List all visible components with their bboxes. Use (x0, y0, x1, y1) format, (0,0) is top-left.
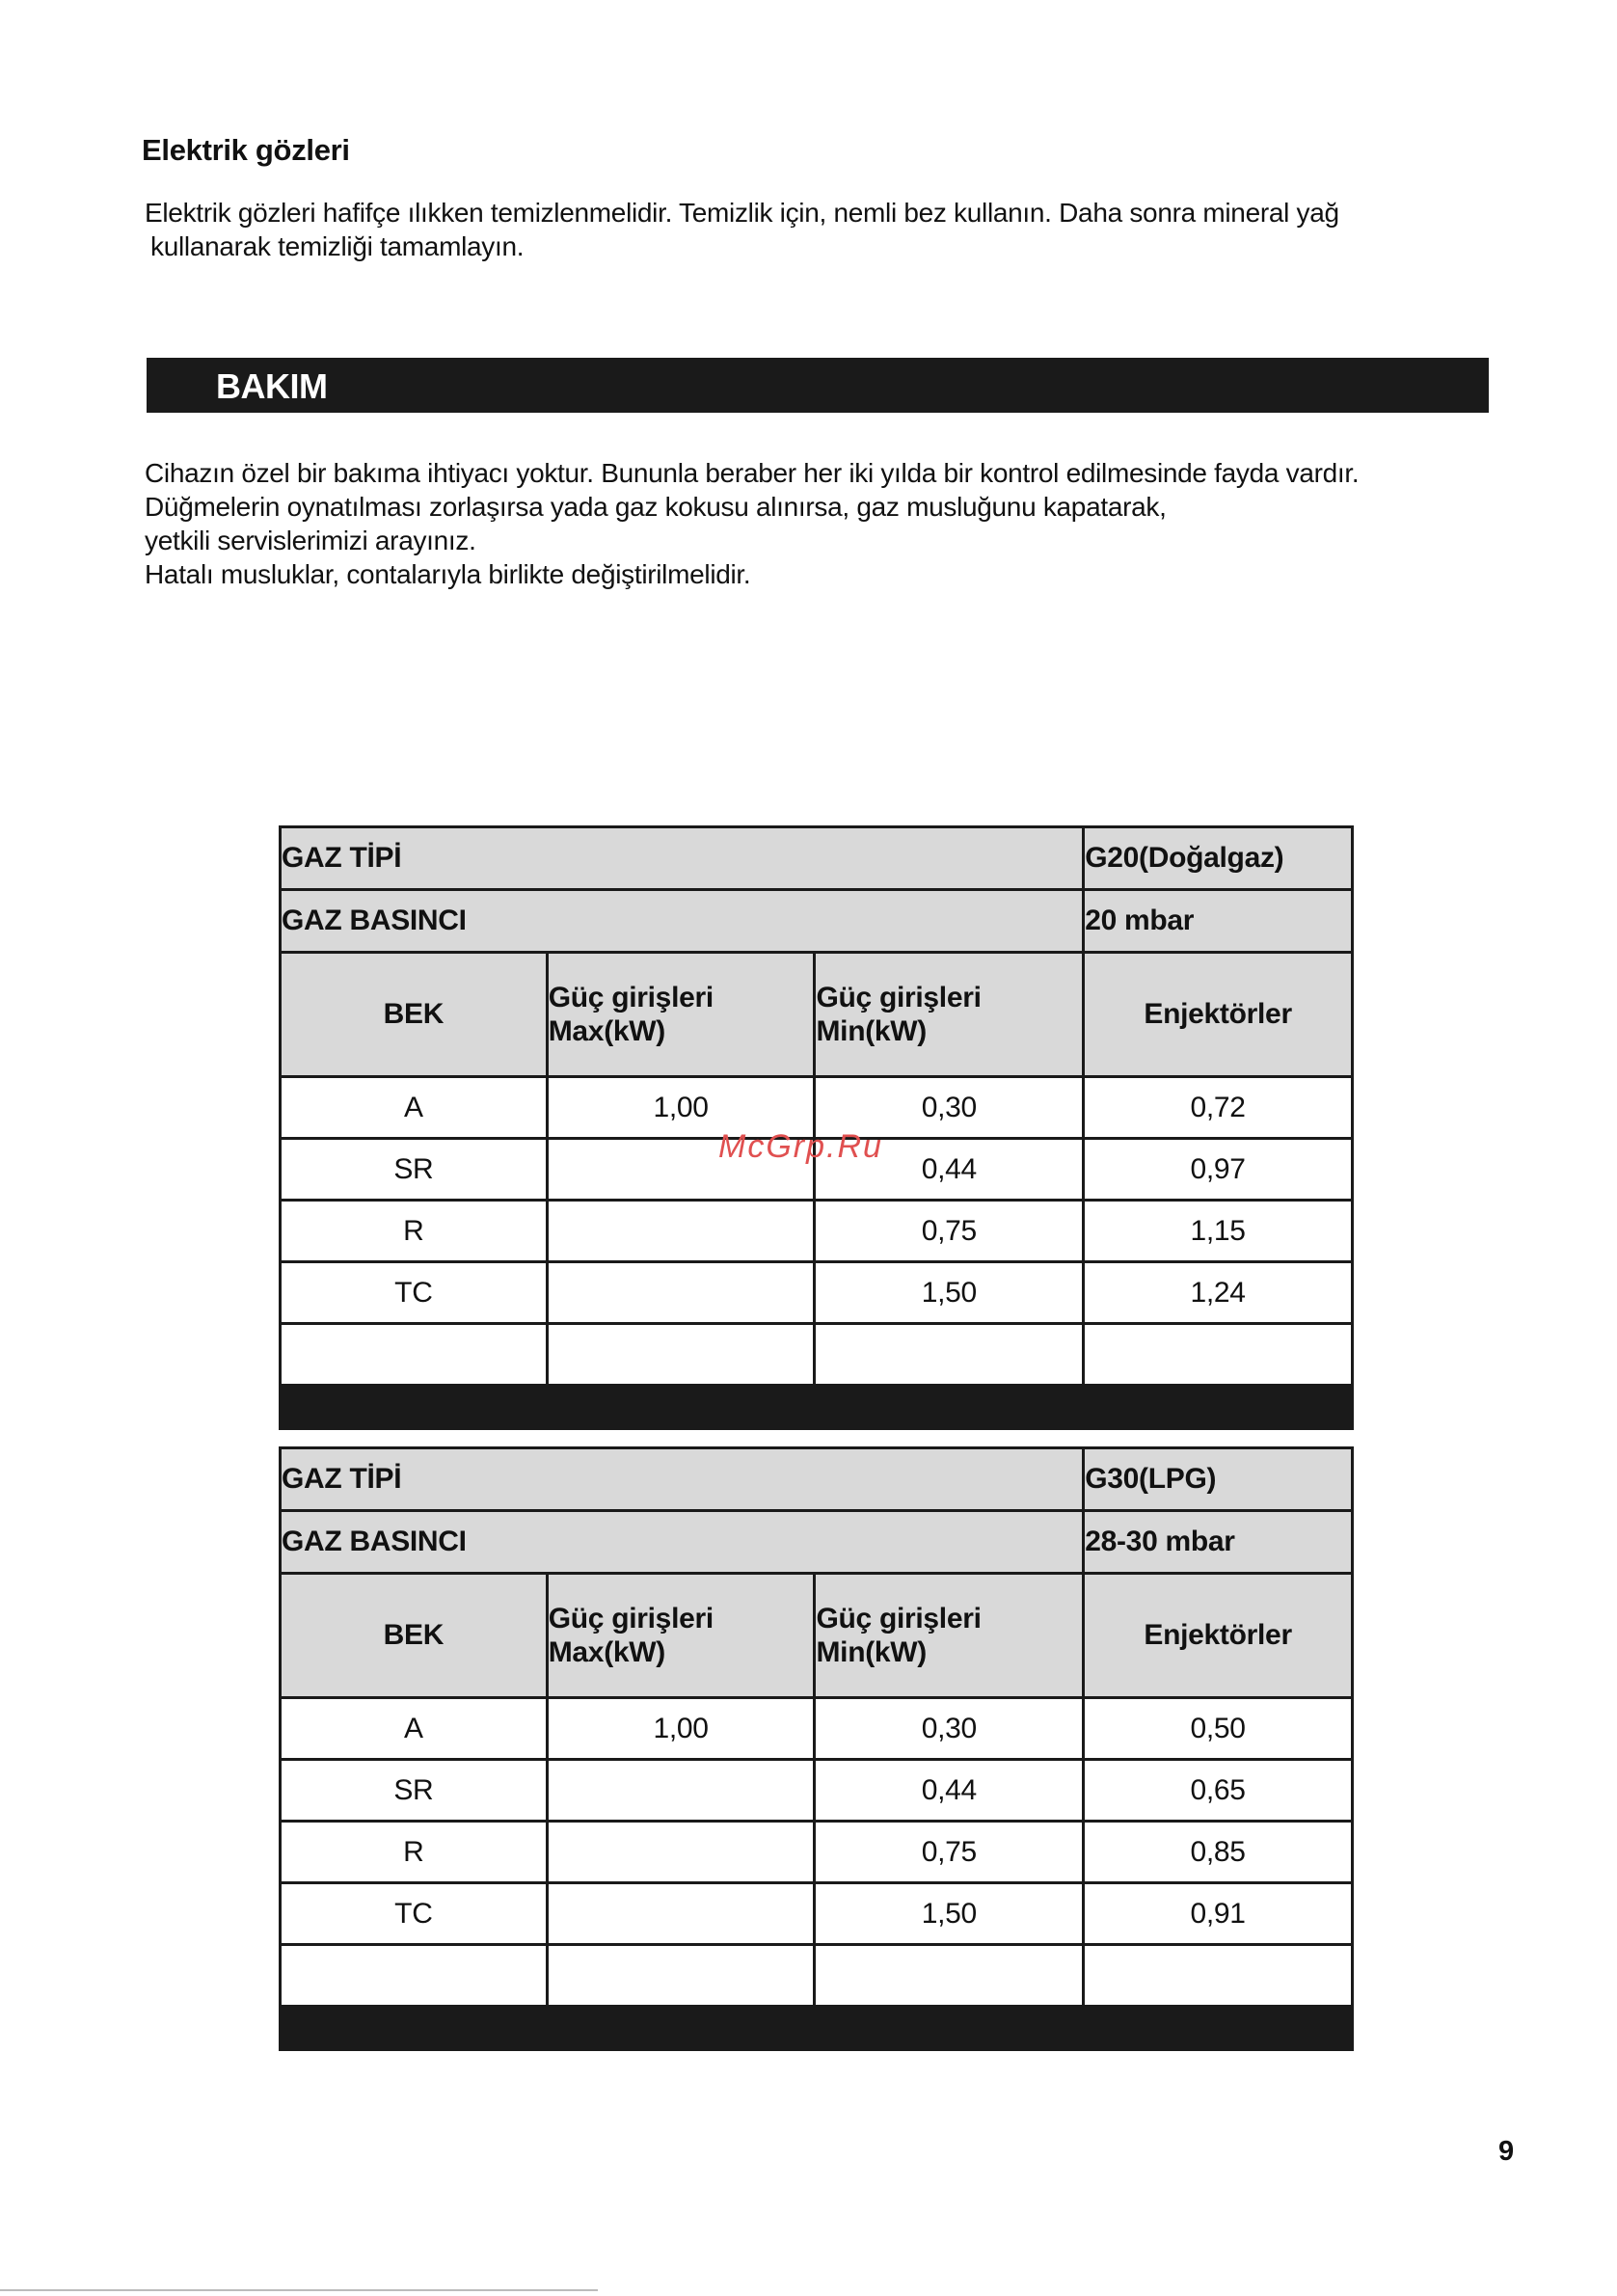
table-row (281, 1760, 1353, 1822)
page-number: 9 (1498, 2136, 1515, 2167)
maintenance-line-2: Düğmelerin oynatılması zorlaşırsa yada gaz kokusu alınırsa, gaz musluğunu kapatarak, (145, 492, 1167, 522)
header-min-line-1: Güç girişleri (816, 982, 982, 1013)
table-row (281, 1822, 1353, 1883)
cell-max (547, 1760, 815, 1822)
footer-bar-cell (281, 1386, 1353, 1429)
gas-pressure-row (281, 890, 1353, 953)
table-row (281, 1324, 1353, 1386)
gas-table-g30 (279, 1446, 1354, 2051)
cell-min: 1,50 (815, 1262, 1084, 1324)
cell-min: 0,30 (815, 1698, 1084, 1760)
maintenance-line-1: Cihazın özel bir bakıma ihtiyacı yoktur. Bununla beraber her iki yılda bir kontrol edilmesinde fayda vardır. (145, 458, 1360, 488)
cell-burner (281, 1324, 548, 1386)
cell-injector: 1,15 (1084, 1201, 1353, 1262)
cell-max (547, 1822, 815, 1883)
gas-type-value: G20(Doğalgaz) (1084, 827, 1353, 890)
cell-max: 1,00 (547, 1077, 815, 1139)
gas-pressure-value: 20 mbar (1084, 890, 1353, 953)
cell-min: 0,44 (815, 1139, 1084, 1201)
gas-type-label: GAZ TİPİ (281, 1448, 1084, 1511)
cell-burner: SR (281, 1139, 548, 1201)
cell-injector: 0,50 (1084, 1698, 1353, 1760)
gas-pressure-row (281, 1511, 1353, 1574)
watermark-text: McGrp.Ru (718, 1128, 883, 1165)
cell-max: 1,00 (547, 1698, 815, 1760)
cell-max (547, 1883, 815, 1945)
maintenance-banner (147, 358, 1489, 413)
cell-injector: 0,91 (1084, 1883, 1353, 1945)
header-min-line-1: Güç girişleri (816, 1603, 982, 1634)
maintenance-banner-title: BAKIM (216, 366, 328, 406)
cell-min (815, 1324, 1084, 1386)
electric-paragraph-line-2: kullanarak temizliği tamamlayın. (150, 231, 525, 261)
table-row (281, 1698, 1353, 1760)
cell-injector: 0,72 (1084, 1077, 1353, 1139)
header-max-line-1: Güç girişleri (548, 982, 714, 1013)
header-burner: BEK (281, 1574, 548, 1698)
cell-injector (1084, 1324, 1353, 1386)
maintenance-line-4: Hatalı musluklar, contalarıyla birlikte değiştirilmelidir. (145, 559, 751, 589)
cell-min: 0,30 (815, 1077, 1084, 1139)
cell-burner: TC (281, 1262, 548, 1324)
header-min-power (815, 953, 1084, 1077)
gas-type-row (281, 827, 1353, 890)
header-max-line-2: Max(kW) (548, 1015, 665, 1047)
header-min-line-2: Min(kW) (816, 1015, 927, 1047)
header-injector: Enjektörler (1084, 953, 1353, 1077)
electric-paragraph-line-1: Elektrik gözleri hafifçe ılıkken temizlenmelidir. Temizlik için, nemli bez kullanın. Daha sonra mineral yağ (145, 198, 1339, 228)
cell-max (547, 1945, 815, 2007)
cell-burner: A (281, 1698, 548, 1760)
bottom-rule (0, 2289, 598, 2291)
cell-max (547, 1262, 815, 1324)
header-max-power (547, 1574, 815, 1698)
table-row (281, 1883, 1353, 1945)
cell-injector: 1,24 (1084, 1262, 1353, 1324)
header-max-power (547, 953, 815, 1077)
footer-bar-cell (281, 2007, 1353, 2050)
cell-injector (1084, 1945, 1353, 2007)
cell-min: 1,50 (815, 1883, 1084, 1945)
header-max-line-1: Güç girişleri (548, 1603, 714, 1634)
table-row (281, 1945, 1353, 2007)
gas-pressure-value: 28-30 mbar (1084, 1511, 1353, 1574)
cell-min: 0,44 (815, 1760, 1084, 1822)
header-min-power (815, 1574, 1084, 1698)
cell-burner: R (281, 1201, 548, 1262)
cell-burner: A (281, 1077, 548, 1139)
gas-type-label: GAZ TİPİ (281, 827, 1084, 890)
maintenance-line-3: yetkili servislerimizi arayınız. (145, 526, 476, 555)
table-row (281, 1201, 1353, 1262)
cell-max (547, 1201, 815, 1262)
header-burner: BEK (281, 953, 548, 1077)
header-injector: Enjektörler (1084, 1574, 1353, 1698)
table-footer-bar (281, 2007, 1353, 2050)
table-header-row (281, 1574, 1353, 1698)
cell-min: 0,75 (815, 1201, 1084, 1262)
section-heading-electric: Elektrik gözleri (142, 133, 350, 167)
gas-pressure-label: GAZ BASINCI (281, 890, 1084, 953)
header-max-line-2: Max(kW) (548, 1636, 665, 1668)
gas-type-row (281, 1448, 1353, 1511)
cell-min: 0,75 (815, 1822, 1084, 1883)
cell-injector: 0,97 (1084, 1139, 1353, 1201)
cell-burner: TC (281, 1883, 548, 1945)
cell-burner: SR (281, 1760, 548, 1822)
header-min-line-2: Min(kW) (816, 1636, 927, 1668)
table-footer-bar (281, 1386, 1353, 1429)
cell-burner (281, 1945, 548, 2007)
table-header-row (281, 953, 1353, 1077)
table-row (281, 1262, 1353, 1324)
gas-pressure-label: GAZ BASINCI (281, 1511, 1084, 1574)
cell-burner: R (281, 1822, 548, 1883)
cell-injector: 0,85 (1084, 1822, 1353, 1883)
gas-type-value: G30(LPG) (1084, 1448, 1353, 1511)
cell-min (815, 1945, 1084, 2007)
cell-injector: 0,65 (1084, 1760, 1353, 1822)
cell-max (547, 1324, 815, 1386)
